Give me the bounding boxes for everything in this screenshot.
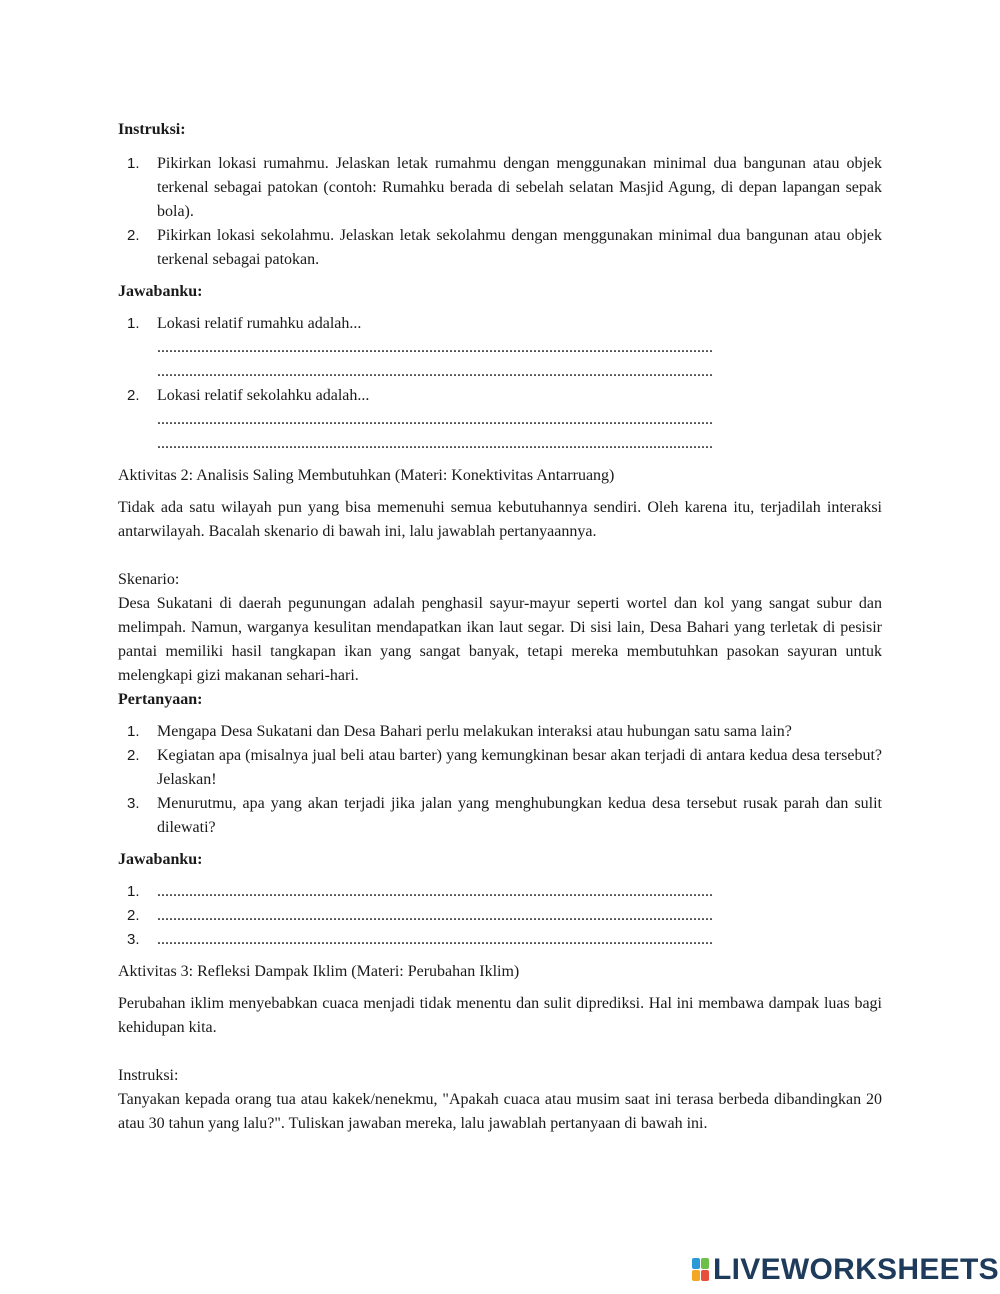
answer-line[interactable]: ...........................................................................................................................................	[157, 883, 713, 900]
list-item	[118, 928, 882, 952]
activity-intro: Perubahan iklim menyebabkan cuaca menjadi tidak menentu dan sulit diprediksi. Hal ini membawa dampak luas bagi kehidupan kita.	[118, 995, 882, 1036]
list-number: 2.	[127, 227, 140, 244]
list-item	[118, 904, 882, 928]
answer-list	[118, 312, 882, 456]
answer-heading: Jawabanku:	[118, 283, 203, 300]
liveworksheets-logo-icon	[692, 1258, 709, 1282]
list-number: 3.	[127, 931, 140, 948]
list-item	[118, 360, 882, 384]
instruction-text: Pikirkan lokasi sekolahmu. Jelaskan letak sekolahmu dengan menggunakan minimal dua bangunan atau objek terkenal sebagai patokan.	[157, 227, 882, 268]
answer-line[interactable]: ...........................................................................................................................................	[157, 411, 713, 428]
activity-title: Aktivitas 3: Refleksi Dampak Iklim (Materi: Perubahan Iklim)	[118, 963, 520, 980]
list-item	[118, 152, 882, 224]
answer-line[interactable]: ...........................................................................................................................................	[157, 435, 713, 452]
list-number: 2.	[127, 747, 140, 764]
list-item	[118, 224, 882, 272]
list-number: 1.	[127, 883, 140, 900]
activity-title: Aktivitas 2: Analisis Saling Membutuhkan (Materi: Konektivitas Antarruang)	[118, 467, 615, 484]
questions-list	[118, 720, 882, 840]
list-number: 2.	[127, 907, 140, 924]
answer-line[interactable]: ...........................................................................................................................................	[157, 907, 713, 924]
list-number: 3.	[127, 795, 140, 812]
logo-text: LIVEWORKSHEETS	[713, 1253, 999, 1286]
answer-line[interactable]: ...........................................................................................................................................	[157, 339, 713, 356]
scenario-label: Skenario:	[118, 571, 180, 588]
instructions-heading: Instruksi:	[118, 121, 186, 138]
list-item	[118, 384, 882, 408]
list-item	[118, 792, 882, 840]
list-number: 1.	[127, 315, 140, 332]
list-item	[118, 744, 882, 792]
liveworksheets-logo	[692, 1253, 999, 1286]
worksheet-page	[118, 118, 882, 1136]
scenario-text: Desa Sukatani di daerah pegunungan adalah penghasil sayur-mayur seperti wortel dan kol yang sangat subur dan melimpah. Namun, warganya kesulitan mendapatkan ikan laut segar. Di sisi lain, Desa Bahari yang terletak di pesisir pantai memiliki hasil tangkapan ikan yang sangat banyak, tetapi mereka membutuhkan pasokan sayuran untuk melengkapi gizi makanan sehari-hari.	[118, 595, 882, 684]
answer-line[interactable]: ...........................................................................................................................................	[157, 363, 713, 380]
instructions-text: Tanyakan kepada orang tua atau kakek/nenekmu, "Apakah cuaca atau musim saat ini terasa berbeda dibandingkan 20 atau 30 tahun yang lalu?". Tuliskan jawaban mereka, lalu jawablah pertanyaan di bawah ini.	[118, 1091, 882, 1132]
instruction-text: Pikirkan lokasi rumahmu. Jelaskan letak rumahmu dengan menggunakan minimal dua bangunan atau objek terkenal sebagai patokan (contoh: Rumahku berada di sebelah selatan Masjid Agung, di depan lapangan sepak bola).	[157, 155, 882, 220]
question-text: Menurutmu, apa yang akan terjadi jika jalan yang menghubungkan kedua desa tersebut rusak parah dan sulit dilewati?	[157, 795, 882, 836]
list-item	[118, 336, 882, 360]
list-number: 2.	[127, 387, 140, 404]
list-number: 1.	[127, 723, 140, 740]
activity-intro: Tidak ada satu wilayah pun yang bisa memenuhi semua kebutuhannya sendiri. Oleh karena itu, terjadilah interaksi antarwilayah. Bacalah skenario di bawah ini, lalu jawablah pertanyaannya.	[118, 499, 882, 540]
list-item	[118, 408, 882, 432]
question-text: Kegiatan apa (misalnya jual beli atau barter) yang kemungkinan besar akan terjadi di antara kedua desa tersebut? Jelaskan!	[157, 747, 882, 788]
list-item	[118, 720, 882, 744]
list-item	[118, 880, 882, 904]
answer-line[interactable]: ...........................................................................................................................................	[157, 931, 713, 948]
instructions-label: Instruksi:	[118, 1067, 179, 1084]
answer-list	[118, 880, 882, 952]
instructions-list	[118, 152, 882, 272]
answer-prompt: Lokasi relatif rumahku adalah...	[157, 315, 362, 332]
answer-heading: Jawabanku:	[118, 851, 203, 868]
questions-heading: Pertanyaan:	[118, 691, 203, 708]
list-item	[118, 432, 882, 456]
answer-prompt: Lokasi relatif sekolahku adalah...	[157, 387, 370, 404]
list-item	[118, 312, 882, 336]
question-text: Mengapa Desa Sukatani dan Desa Bahari perlu melakukan interaksi atau hubungan satu sama lain?	[157, 723, 792, 740]
list-number: 1.	[127, 155, 140, 172]
